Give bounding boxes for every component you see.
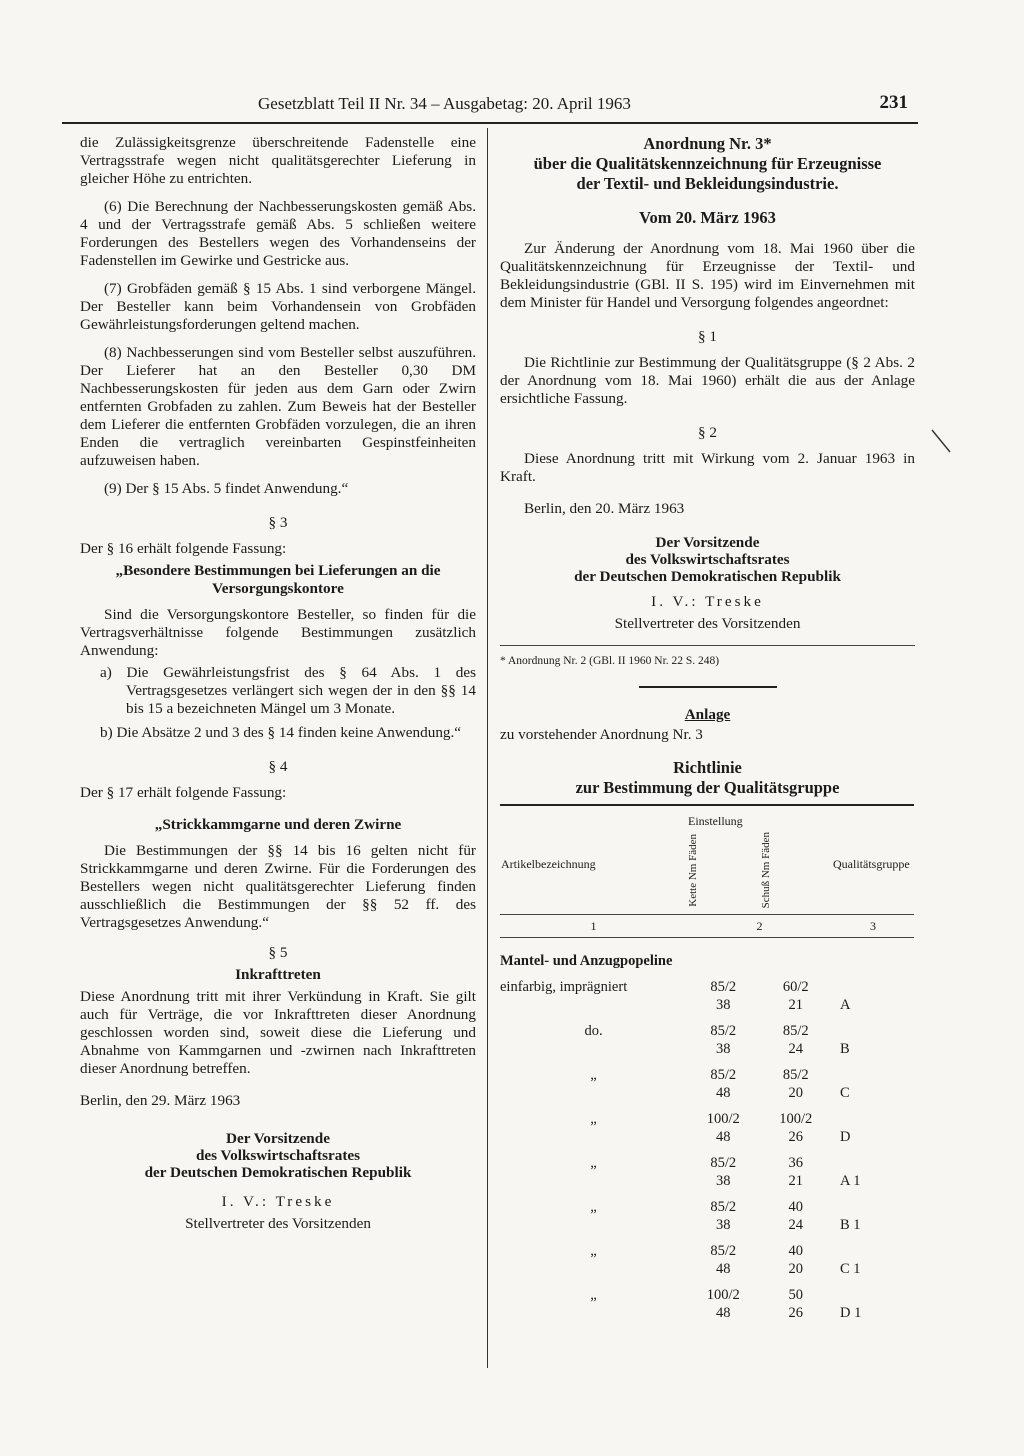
schuss-value: 40	[788, 1243, 803, 1260]
section-3-text: Sind die Versorgungskontore Besteller, so finden für die Vertragsverhältnisse folgende Bestimmungen zusätzlich Anwendung:	[80, 606, 476, 659]
section-2-text: Diese Anordnung tritt mit Wirkung vom 2. Januar 1963 in Kraft.	[500, 450, 915, 485]
left-column	[80, 134, 476, 1233]
quality-group-value: D	[840, 1129, 851, 1146]
table-row	[500, 970, 914, 1014]
schuss-value: 100/2	[779, 1111, 813, 1128]
section-4-text: Die Bestimmungen der §§ 14 bis 16 gelten nicht für Strickkammgarne und deren Zwirne. Für die Forderungen des Bestellers wegen nicht qualitätsgerechter Lieferung finden ausschließlich die Bestimmungen der §§ 52 ff. des Vertragsgesetzes Anwendung.“	[80, 842, 476, 931]
table-row	[500, 1014, 914, 1058]
signing-date-right: Berlin, den 20. März 1963	[524, 500, 685, 517]
column-header-einstellung: Einstellung	[688, 814, 743, 828]
paragraph-7: (7) Grobfäden gemäß § 15 Abs. 1 sind verborgene Mängel. Der Besteller kann beim Vorhandensein von Grobfäden Gewährleistungsforderungen geltend machen.	[80, 280, 476, 333]
paragraph-9: (9) Der § 15 Abs. 5 findet Anwendung.“	[104, 480, 349, 497]
article-label: „	[590, 1199, 597, 1216]
section-separator	[639, 686, 777, 688]
quality-group-value: A	[840, 997, 851, 1014]
signature-line-2-right: des Volkswirtschaftsrates	[625, 551, 790, 568]
schuss-value: 60/2	[782, 979, 809, 996]
article-label: do.	[584, 1023, 603, 1040]
table-row	[500, 1146, 914, 1190]
section-4-title: „Strickkammgarne und deren Zwirne	[154, 816, 402, 833]
ordinance-intro: Zur Änderung der Anordnung vom 18. Mai 1960 über die Qualitätskennzeichnung für Erzeugnisse der Textil- und Bekleidungsindustrie (GBl. II S. 195) wird im Einvernehmen mit dem Minister für Handel und Versorgung folgendes angeordnet:	[500, 240, 915, 311]
table-body	[500, 938, 914, 1323]
kette-value: 48	[716, 1261, 731, 1278]
ordinance-title: Anordnung Nr. 3*	[643, 134, 772, 153]
signatory-name-right: I. V.: Treske	[651, 593, 764, 610]
signature-line-3: der Deutschen Demokratischen Republik	[144, 1164, 412, 1181]
table-row	[500, 1102, 914, 1146]
article-label: „	[590, 1111, 597, 1128]
section-3-heading: § 3	[268, 514, 288, 531]
section-2-heading: § 2	[698, 424, 717, 441]
schuss-value: 26	[788, 1305, 803, 1322]
schuss-value: 24	[788, 1041, 803, 1058]
section-3-item-a: a) Die Gewährleistungsfrist des § 64 Abs. 1 des Vertragsgesetzes verlängert sich wegen der in den §§ 14 bis 15 a bezeichneten Mängel um 3 Monate.	[100, 664, 476, 717]
guideline-title: Richtlinie	[673, 758, 742, 777]
schuss-value: 26	[788, 1129, 803, 1146]
kette-value: 85/2	[710, 1243, 737, 1260]
schuss-value: 36	[788, 1155, 803, 1172]
quality-group-value: C 1	[840, 1261, 861, 1278]
kette-value: 48	[716, 1305, 731, 1322]
right-column	[500, 134, 915, 1322]
footnote: * Anordnung Nr. 2 (GBl. II 1960 Nr. 22 S. 248)	[500, 645, 915, 670]
annex-subtitle: zu vorstehender Anordnung Nr. 3	[500, 726, 703, 743]
annex-heading: Anlage	[684, 706, 731, 723]
kette-value: 38	[716, 1217, 731, 1234]
schuss-value: 85/2	[782, 1023, 809, 1040]
kette-value: 38	[716, 1173, 731, 1190]
schuss-value: 85/2	[782, 1067, 809, 1084]
article-label: „	[590, 1243, 597, 1260]
section-4-heading: § 4	[268, 758, 288, 775]
signatory-name: I. V.: Treske	[221, 1193, 335, 1210]
paragraph-continuation: die Zulässigkeitsgrenze überschreitende Fadenstelle eine Vertragsstrafe wegen nicht qualitätsgerechter Lieferung in gleicher Höhe zu entrichten.	[80, 134, 476, 187]
column-number-2: 2	[687, 915, 832, 938]
gazette-title: Gesetzblatt Teil II Nr. 34 – Ausgabetag: 20. April 1963	[258, 94, 631, 113]
section-3-item-b: b) Die Absätze 2 und 3 des § 14 finden keine Anwendung.“	[100, 724, 462, 741]
table-header-row	[500, 805, 914, 831]
schuss-value: 20	[788, 1261, 803, 1278]
schuss-value: 21	[788, 997, 803, 1014]
signing-date: Berlin, den 29. März 1963	[80, 1092, 241, 1109]
header-rule	[62, 122, 918, 124]
quality-group-value: C	[840, 1085, 850, 1102]
section-5-title: Inkrafttreten	[235, 966, 321, 983]
signatory-role-right: Stellvertreter des Vorsitzenden	[614, 615, 801, 632]
section-3-intro: Der § 16 erhält folgende Fassung:	[80, 540, 287, 557]
kette-value: 85/2	[710, 1199, 737, 1216]
article-label: einfarbig, imprägniert	[500, 979, 628, 996]
kette-value: 48	[716, 1129, 731, 1146]
page-header	[62, 90, 918, 120]
column-divider	[487, 128, 488, 1368]
column-header-article: Artikelbezeichnung	[501, 856, 596, 871]
kette-value: 100/2	[706, 1287, 740, 1304]
kette-value: 48	[716, 1085, 731, 1102]
quality-table	[500, 804, 914, 1322]
signature-block-right	[500, 534, 915, 585]
quality-group-value: B 1	[840, 1217, 861, 1234]
kette-value: 38	[716, 1041, 731, 1058]
table-row	[500, 1234, 914, 1278]
signature-line-1: Der Vorsitzende	[226, 1130, 330, 1147]
table-row	[500, 1058, 914, 1102]
margin-stroke-mark	[930, 428, 952, 454]
schuss-value: 21	[788, 1173, 803, 1190]
section-1-heading: § 1	[698, 328, 717, 345]
signature-line-2: des Volkswirtschaftsrates	[195, 1147, 361, 1164]
section-3-title: „Besondere Bestimmungen bei Lieferungen an die Versorgungskontore	[115, 562, 441, 597]
schuss-value: 20	[788, 1085, 803, 1102]
article-label: „	[590, 1067, 597, 1084]
signature-line-3-right: der Deutschen Demokratischen Republik	[574, 568, 841, 585]
guideline-subtitle: zur Bestimmung der Qualitätsgruppe	[575, 778, 840, 797]
quality-group-value: B	[840, 1041, 850, 1058]
section-1-text: Die Richtlinie zur Bestimmung der Qualitätsgruppe (§ 2 Abs. 2 der Anordnung vom 18. Mai 1960) erhält die aus der Anlage ersichtliche Fassung.	[500, 354, 915, 407]
quality-group-value: A 1	[840, 1173, 861, 1190]
table-number-row	[500, 915, 914, 938]
signatory-role: Stellvertreter des Vorsitzenden	[185, 1215, 371, 1232]
schuss-value: 50	[788, 1287, 803, 1304]
schuss-value: 40	[788, 1199, 803, 1216]
table-row	[500, 1190, 914, 1234]
kette-value: 100/2	[706, 1111, 740, 1128]
section-5-text: Diese Anordnung tritt mit ihrer Verkündung in Kraft. Sie gilt auch für Verträge, die vor Inkrafttreten dieser Anordnung geschlossen worden sind, soweit diese die Lieferung und Abnahme von Kammgarnen und -zwirnen nach Inkrafttreten dieser Anordnung betreffen.	[80, 988, 476, 1077]
ordinance-date: Vom 20. März 1963	[639, 208, 776, 227]
section-5-heading: § 5	[268, 944, 288, 961]
kette-value: 85/2	[710, 1023, 737, 1040]
column-number-3: 3	[832, 915, 914, 938]
paragraph-8: (8) Nachbesserungen sind vom Besteller selbst auszuführen. Der Lieferer hat an den Besteller 0,30 DM Nachbesserungskosten für jeden aus dem Garn oder Zwirn entfernten Grobfaden zu zahlen. Zum Beweis hat der Besteller dem Lieferer die entfernten Grobfäden vorzulegen, die an ihren Enden die vertraglich vereinbarten Gespinstfeinheiten aufzuweisen haben.	[80, 344, 476, 469]
table-group-row	[500, 938, 914, 971]
kette-value: 85/2	[710, 979, 737, 996]
product-group: Mantel- und Anzugpopeline	[500, 953, 673, 970]
ordinance-subtitle: über die Qualitätskennzeichnung für Erzeugnisse der Textil- und Bekleidungsindustrie.	[533, 154, 882, 193]
signature-block	[80, 1130, 476, 1181]
column-number-1: 1	[500, 915, 687, 938]
column-header-kette: Kette Nm Fäden	[687, 833, 699, 907]
paragraph-6: (6) Die Berechnung der Nachbesserungskosten gemäß Abs. 4 und der Vertragsstrafe gemäß Abs. 5 schließen weitere Forderungen des Bestellers wegen des Vorhandenseins der Fadenstellen im Gewirke und Gestricke aus.	[80, 198, 476, 269]
kette-value: 85/2	[710, 1155, 737, 1172]
page-number: 231	[879, 92, 908, 113]
kette-value: 85/2	[710, 1067, 737, 1084]
column-header-quality: Qualitätsgruppe	[833, 856, 910, 871]
article-label: „	[590, 1155, 597, 1172]
quality-group-value: D 1	[840, 1305, 862, 1322]
table-row	[500, 1278, 914, 1322]
column-header-schuss: Schuß Nm Fäden	[759, 832, 772, 909]
signature-line-1-right: Der Vorsitzende	[655, 534, 760, 551]
schuss-value: 24	[788, 1217, 803, 1234]
section-4-intro: Der § 17 erhält folgende Fassung:	[80, 784, 287, 801]
article-label: „	[590, 1287, 597, 1304]
kette-value: 38	[716, 997, 731, 1014]
